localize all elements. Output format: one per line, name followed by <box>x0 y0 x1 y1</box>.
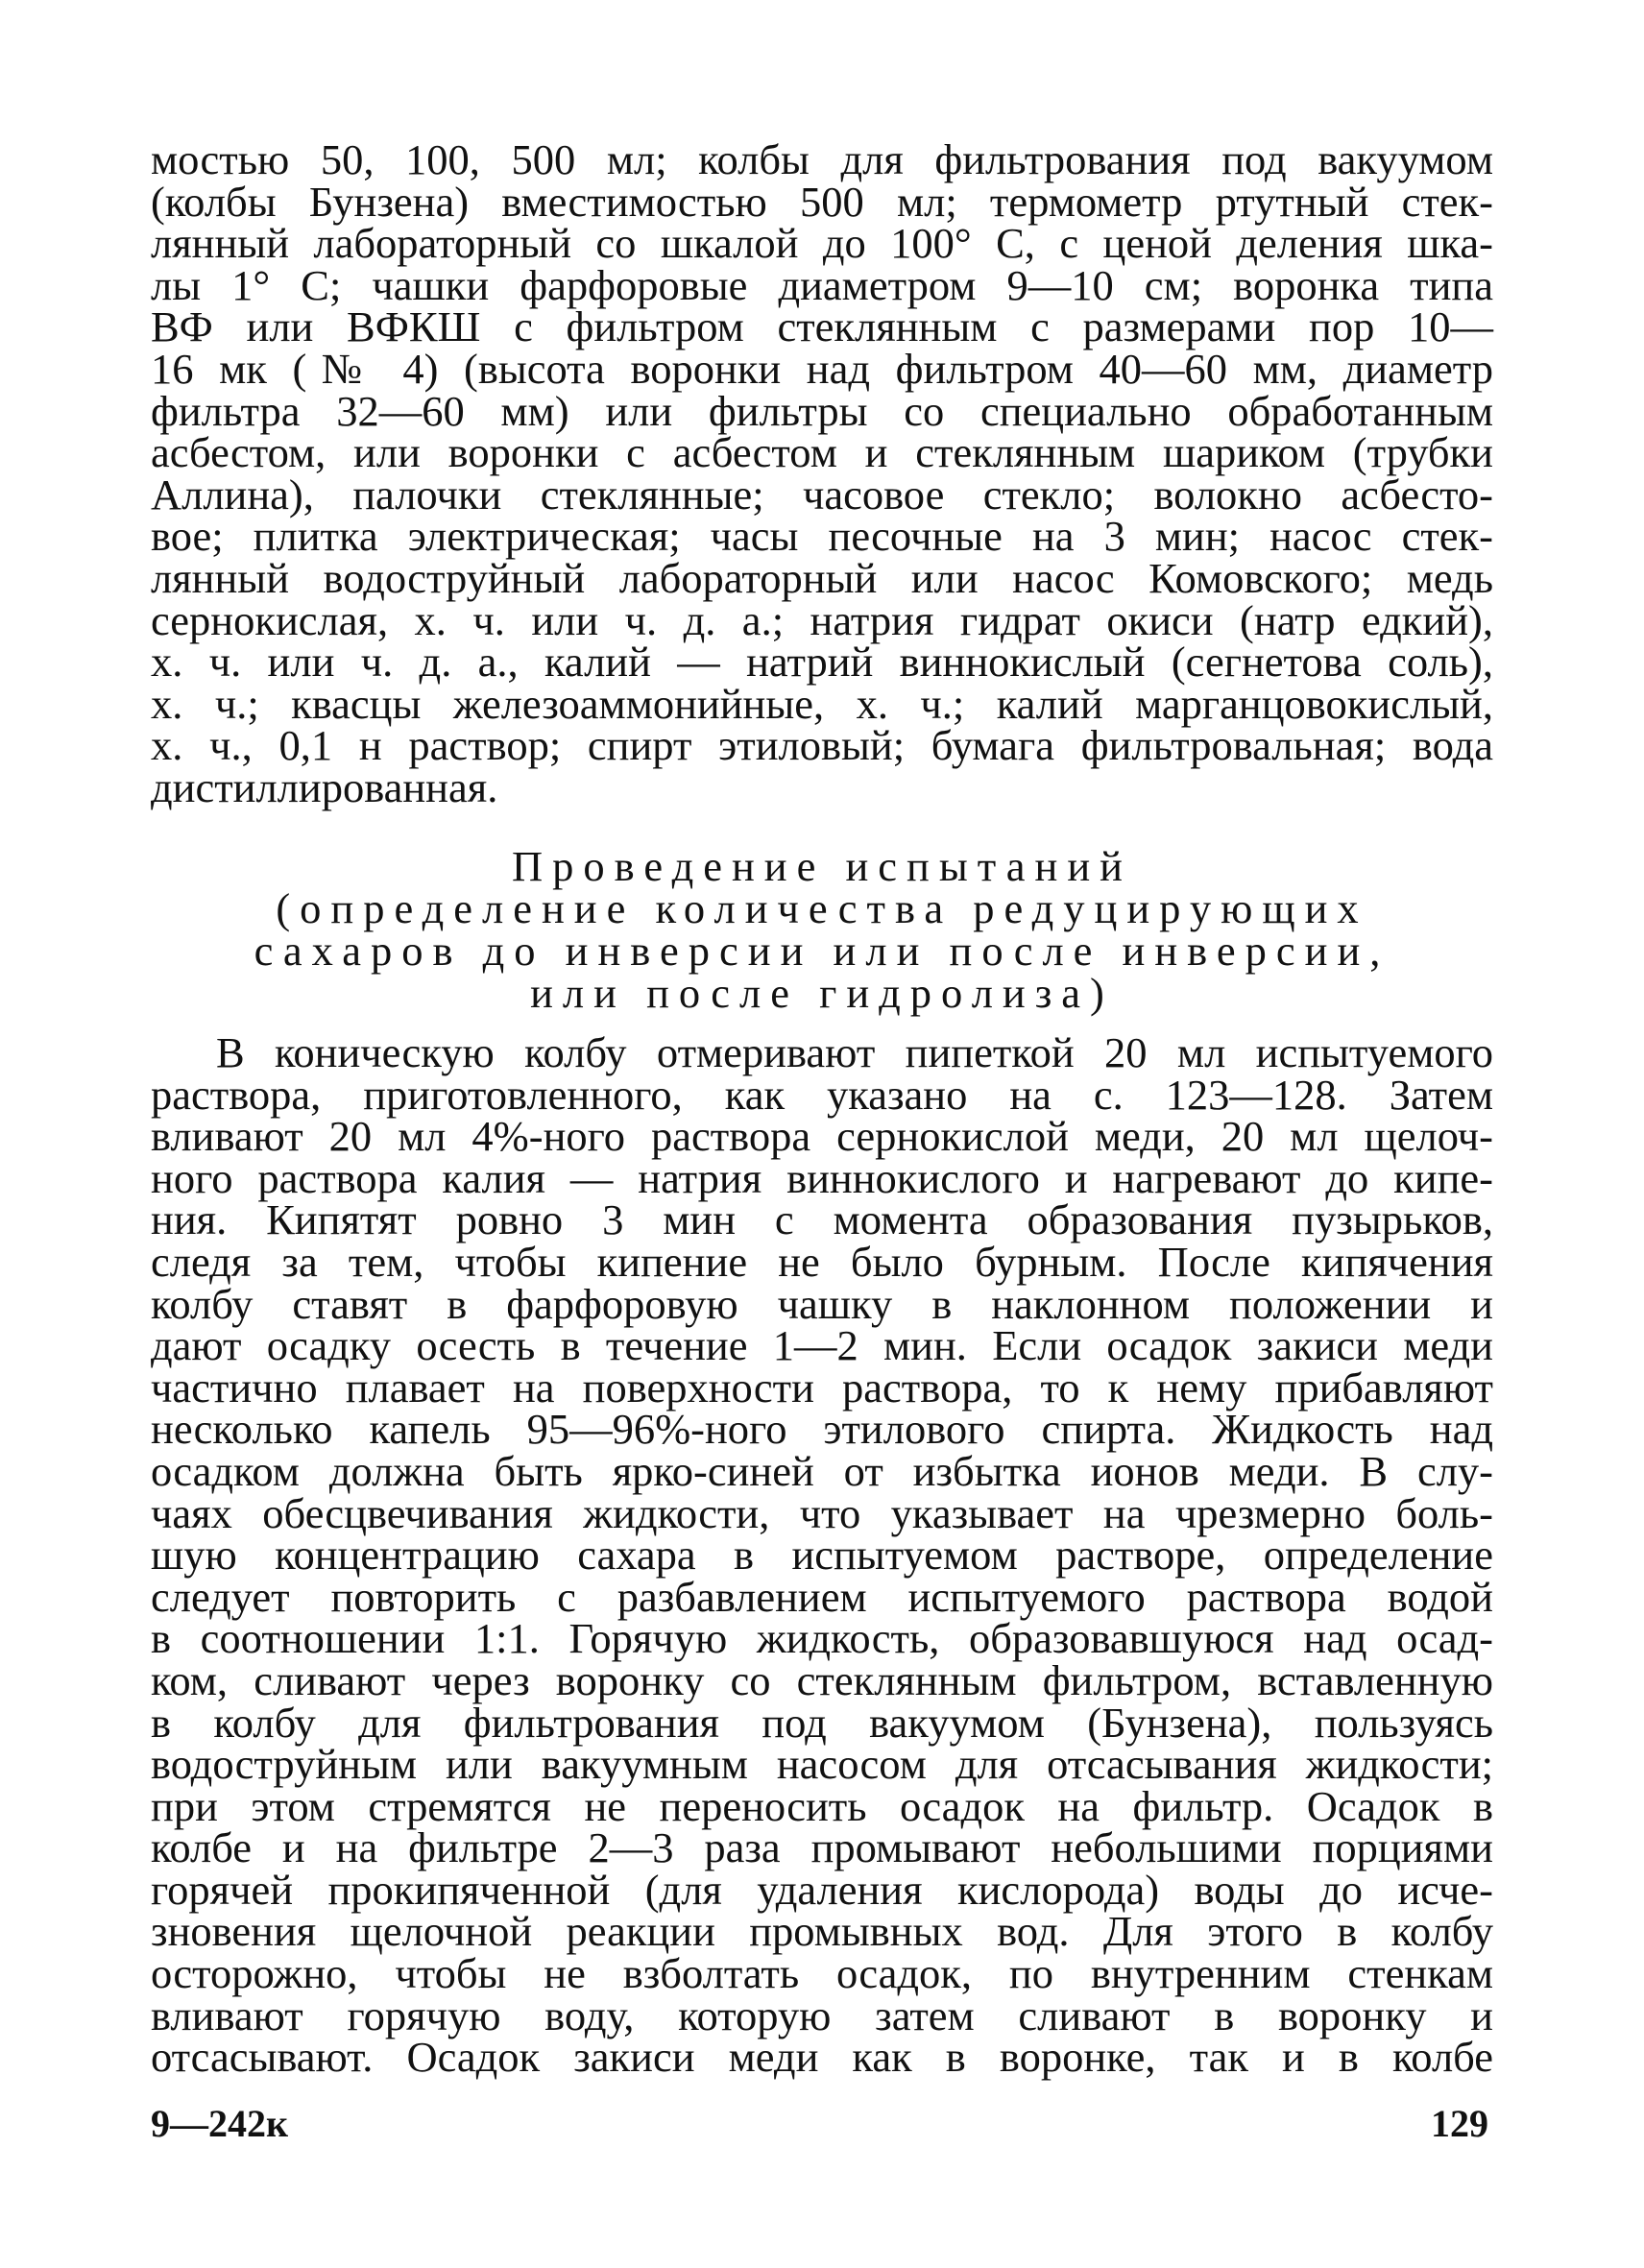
text-line: водоструйным или вакуумным насосом для отсасывания жидкости; <box>151 1740 1493 1789</box>
text-line: лы 1° С; чашки фарфоровые диаметром 9—10 см; воронка типа <box>151 260 1493 309</box>
text-line: шую концентрацию сахара в испытуемом растворе, определение <box>151 1531 1493 1580</box>
text-line: 16 мк (№ 4) (высота воронки над фильтром 40—60 мм, диаметр <box>151 344 1493 393</box>
page-number: 129 <box>1431 2102 1488 2145</box>
text-line: чаях обесцвечивания жидкости, что указывает на чрезмерно боль- <box>151 1488 1493 1537</box>
text-line: осадком должна быть ярко-синей от избытка ионов меди. В слу- <box>151 1446 1493 1495</box>
text-line: ния. Кипятят ровно 3 мин с момента образования пузырьков, <box>151 1195 1493 1244</box>
text-line: колбу ставят в фарфоровую чашку в наклонном положении и <box>151 1279 1493 1328</box>
printer-signature: 9—242к <box>151 2102 289 2145</box>
text-line: горячей прокипяченной (для удаления кислорода) воды до исче- <box>151 1865 1493 1914</box>
text-line: ком, сливают через воронку со стеклянным фильтром, вставленную <box>151 1655 1493 1704</box>
text-line: лянный лабораторный со шкалой до 100° С, с ценой деления шка- <box>151 219 1493 268</box>
heading-line: сахаров до инверсии или после инверсии, <box>254 927 1390 975</box>
text-line: отсасывают. Осадок закиси меди как в воронке, так и в колбе <box>151 2033 1493 2082</box>
text-line: несколько капель 95—96%-ного этилового спирта. Жидкость над <box>151 1405 1493 1454</box>
text-line: при этом стремятся не переносить осадок на фильтр. Осадок в <box>151 1781 1493 1830</box>
text-line: Аллина), палочки стеклянные; часовое стекло; волокно асбесто- <box>151 470 1493 519</box>
text-line: х. ч. или ч. д. а., калий — натрий виннокислый (сегнетова соль), <box>151 638 1493 687</box>
text-line: вливают горячую воду, которую затем сливают в воронку и <box>151 1991 1493 2039</box>
heading-line: Проведение испытаний <box>512 842 1132 890</box>
text-line: зновения щелочной реакции промывных вод. Для этого в колбу <box>151 1907 1493 1956</box>
heading-line: (определение количества редуцирующих <box>276 884 1368 932</box>
text-line: дистиллированная. <box>151 762 498 811</box>
text-line: осторожно, чтобы не взболтать осадок, по внутренним стенкам <box>151 1949 1493 1998</box>
text-line: (колбы Бунзена) вместимостью 500 мл; термометр ртутный стек- <box>151 177 1493 226</box>
text-line: ВФ или ВФКШ с фильтром стеклянным с размерами пор 10— <box>151 302 1493 351</box>
section-heading <box>151 842 1493 1017</box>
text-line: мостью 50, 100, 500 мл; колбы для фильтрования под вакуумом <box>151 135 1493 183</box>
text-line: В коническую колбу отмеривают пипеткой 20 мл испытуемого <box>216 1028 1493 1076</box>
text-line: колбе и на фильтре 2—3 раза промывают небольшими порциями <box>151 1823 1493 1872</box>
paragraph-main <box>151 1028 1493 2082</box>
paragraph-top <box>151 135 1493 811</box>
text-line: х. ч., 0,1 н раствор; спирт этиловый; бумага фильтровальная; вода <box>151 721 1493 770</box>
text-line: асбестом, или воронки с асбестом и стеклянным шариком (трубки <box>151 428 1493 477</box>
text-line: сернокислая, х. ч. или ч. д. а.; натрия гидрат окиси (натр едкий), <box>151 595 1493 644</box>
text-line: раствора, приготовленного, как указано на с. 123—128. Затем <box>151 1070 1493 1119</box>
text-line: х. ч.; квасцы железоаммонийные, х. ч.; калий марганцовокислый, <box>151 679 1493 728</box>
text-line: фильтра 32—60 мм) или фильтры со специально обработанным <box>151 386 1493 435</box>
text-line: вливают 20 мл 4%-ного раствора сернокислой меди, 20 мл щелоч- <box>151 1112 1493 1161</box>
text-line: в колбу для фильтрования под вакуумом (Бунзена), пользуясь <box>151 1698 1493 1747</box>
heading-line: или после гидролиза) <box>530 969 1114 1017</box>
text-line: в соотношении 1:1. Горячую жидкость, образовавшуюся над осад- <box>151 1614 1493 1663</box>
text-line: частично плавает на поверхности раствора, то к нему прибавляют <box>151 1363 1493 1411</box>
text-line: ного раствора калия — натрия виннокислого и нагревают до кипе- <box>151 1153 1493 1202</box>
text-line: лянный водоструйный лабораторный или насос Комовского; медь <box>151 553 1493 602</box>
text-line: следует повторить с разбавлением испытуемого раствора водой <box>151 1572 1493 1621</box>
text-line: дают осадку осесть в течение 1—2 мин. Если осадок закиси меди <box>151 1321 1493 1370</box>
text-line: следя за тем, чтобы кипение не было бурным. После кипячения <box>151 1237 1493 1286</box>
text-line: вое; плитка электрическая; часы песочные на 3 мин; насос стек- <box>151 512 1493 561</box>
